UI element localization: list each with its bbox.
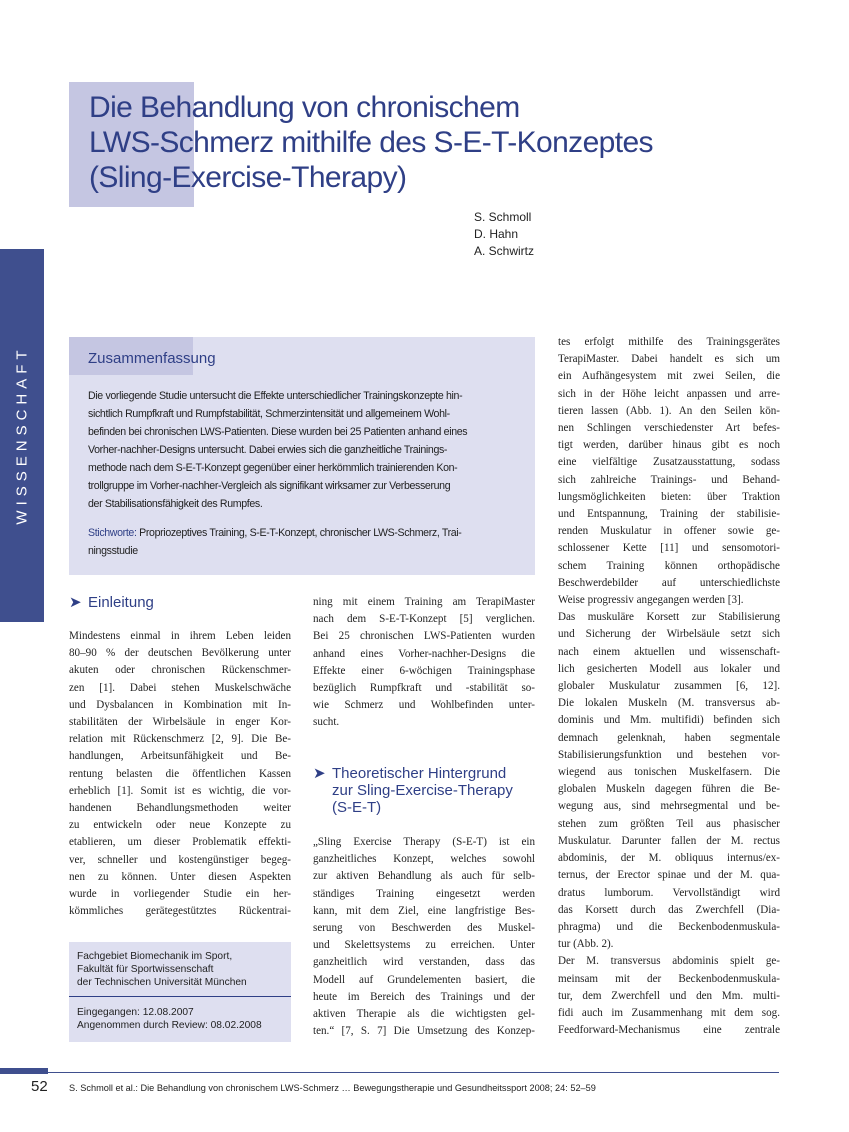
body-column-2-bottom [313, 834, 535, 1040]
body-line: und Skelettsystems zu erreichen. Unter [313, 939, 535, 952]
body-line: heute im Bereich des Trainings und der [313, 990, 535, 1003]
body-line: 80–90 % der deutschen Bevölkerung unter [69, 647, 291, 660]
body-line: wiegend aus tonischen Muskelfasern. Die [558, 766, 780, 779]
body-line: renden Muskulatur in offener sowie ge- [558, 525, 780, 538]
affiliation-box [69, 942, 291, 1042]
abstract-text [88, 387, 520, 513]
author-name: D. Hahn [474, 227, 519, 241]
body-line: tur (Abb. 2). [558, 938, 614, 951]
body-line: das Korsett durch das Zwerchfell (Dia- [558, 903, 780, 916]
abstract-heading: Zusammenfassung [88, 350, 216, 367]
body-line: „Sling Exercise Therapy (S-E-T) ist ein [313, 836, 535, 848]
body-line: Weise progressiv angegangen werden [3]. [558, 594, 744, 607]
body-line: dominis und Mm. multifidi) befinden sich [558, 714, 780, 727]
body-line: demnach gelenknah, haben segmentale [558, 731, 780, 744]
section-heading-theorie [313, 765, 513, 816]
body-line: und Dysbalancen in Kombination mit In- [69, 698, 291, 711]
section-heading-text: Theoretischer Hintergrund [332, 765, 507, 782]
body-line: ternus, der Erector spinae und der M. qua- [558, 869, 780, 882]
body-line: sich zahlreiche Trainings- und Behand- [558, 473, 780, 486]
keywords-line [88, 524, 520, 542]
article-title-block [69, 82, 809, 207]
body-line: akuten oder chronischen Rückenschmer- [69, 664, 291, 677]
body-line: Die lokalen Muskeln (M. transversus ab- [558, 697, 780, 710]
affiliation-text [77, 950, 247, 989]
abstract-line: Vorher-nachher-Designs untersucht. Dabei erwies sich die ganzheitliche Trainings- [88, 444, 448, 456]
body-line: serung von Beschwerden des Muskel- [313, 922, 535, 935]
body-line: handenen Behandlungsmethoden weiter [69, 802, 291, 815]
body-line: fidi auch im Zusammenhang mit dem sog. [558, 1006, 780, 1019]
body-line: rentung belasten die öffentlichen Kassen [69, 767, 291, 780]
body-column-1 [69, 628, 291, 920]
title-line: LWS-Schmerz mithilfe des S-E-T-Konzeptes [89, 126, 653, 159]
body-line: sucht. [313, 716, 340, 729]
body-line: aktiven Therapie als die wichtigsten gel- [313, 1008, 535, 1021]
body-line: nen Schlingen verschiedenster Art befes- [558, 422, 780, 435]
footer-accent-bar [0, 1068, 48, 1074]
body-line: kömmliches gerätegestütztes Rückentrai- [69, 905, 291, 918]
affiliation-line: Fachgebiet Biomechanik im Sport, [77, 951, 233, 962]
abstract-line: methode nach dem S-E-T-Konzept gegenüber einer herkömmlich trainierenden Kon- [88, 462, 458, 474]
body-line: anhand eines Vorher-nachher-Designs die [313, 647, 535, 660]
body-column-2-top [313, 594, 535, 732]
body-line: Beschwerdebilder auf unterschiedlichste [558, 576, 780, 589]
affiliation-line: Fakultät für Sportwissenschaft [77, 964, 214, 975]
section-side-tab [0, 249, 44, 622]
body-line: tes erfolgt mithilfe des Trainingsgerätes [558, 336, 780, 348]
section-heading-text: zur Sling-Exercise-Therapy [332, 782, 513, 799]
body-line: nen zu können. Unter diesen Aspekten [69, 870, 291, 883]
body-line: dratus lumborum. Vervollständigt wird [558, 886, 780, 899]
body-line: ten.“ [7, S. 7] Die Umsetzung des Konzep- [313, 1025, 535, 1038]
arrow-icon: ➤ [69, 594, 82, 611]
body-line: erheblich [1]. Somit ist es wichtig, die vor- [69, 784, 291, 797]
body-column-3 [558, 334, 780, 1039]
body-line: wurde in vorliegender Studie ein her- [69, 888, 291, 901]
section-heading-text: Einleitung [88, 594, 154, 611]
keywords [88, 524, 520, 560]
section-heading-einleitung [69, 594, 154, 611]
body-line: Mindestens einmal in ihrem Leben leiden [69, 630, 291, 642]
body-line: phragma) und die Beckenbodenmuskula- [558, 920, 780, 933]
affiliation-divider [69, 996, 291, 997]
body-line: Feedforward-Mechanismus eine zentrale [558, 1024, 780, 1037]
abstract-line: der Stabilisationsfähigkeit des Rumpfes. [88, 498, 263, 510]
body-line: tur, dem Zwerchfell und den Mm. multi- [558, 989, 780, 1002]
body-line: Bei 25 chronischen LWS-Patienten wurden [313, 630, 535, 643]
body-line: wie Schmerz und Wohlbefinden unter- [313, 699, 535, 712]
body-line: kann, mit dem Ziel, eine langfristige Bes- [313, 904, 535, 917]
body-line: ganzheitlich wird verstanden, dass das [313, 956, 535, 969]
author-name: S. Schmoll [474, 210, 532, 224]
body-line: schem Training können orthopädische [558, 559, 780, 572]
body-line: nach dem S-E-T-Konzept [5] verglichen. [313, 613, 535, 626]
body-line: nach einem aktuellen und wissenschaft- [558, 645, 780, 658]
side-tab-label: WISSENSCHAFT [13, 345, 31, 525]
affiliation-dates [77, 1006, 262, 1032]
keywords-line: ningsstudie [88, 545, 138, 557]
body-line: zu entwickeln oder neue Konzepte zu [69, 819, 291, 832]
body-line: zen [1]. Dabei stehen Muskelschwäche [69, 681, 291, 694]
body-line: Das muskuläre Korsett zur Stabilisierung [558, 611, 780, 624]
body-line: tigt werden, darüber hinaus gibt es noch [558, 439, 780, 452]
body-line: globaler Muskulatur zusammen [6, 12]. [558, 680, 780, 693]
body-line: schlossener Kette [11] und sensomotori- [558, 542, 780, 555]
body-line: ganzheitliches Konzept, welches sowohl [313, 853, 535, 866]
body-line: ein Aufhängesystem mit zwei Seilen, die [558, 370, 780, 383]
body-line: ning mit einem Training am TerapiMaster [313, 596, 535, 608]
abstract-line: Die vorliegende Studie untersucht die Effekte unterschiedlicher Trainingskonzepte hin- [88, 390, 463, 402]
body-line: stehen zum größten Teil aus phasischer [558, 817, 780, 830]
body-line: bezüglich Rumpfkraft und -stabilität so- [313, 682, 535, 695]
body-line: Stabilisierungsfunktion und bestehen vor- [558, 748, 780, 761]
abstract-box [69, 337, 535, 575]
title-line: Die Behandlung von chronischem [89, 91, 520, 124]
body-line: ver, schneller und kostengünstiger begeg- [69, 853, 291, 866]
body-line: Modell auf Grundelementen basiert, die [313, 973, 535, 986]
keywords-label: Stichworte: [88, 527, 137, 539]
abstract-line: trollgruppe im Vorher-nachher-Vergleich als signifikant wirksamer zur Verbesserung [88, 480, 451, 492]
body-line: lungsmöglichkeiten bieten: über Traktion [558, 490, 780, 503]
body-line: Der M. transversus abdominis spielt ge- [558, 955, 780, 968]
body-line: sich in der Höhe leicht anpassen und arre- [558, 387, 780, 400]
author-list [474, 209, 534, 260]
body-line: eine vielfältige Zusatzausstattung, sodass [558, 456, 780, 469]
body-line: zur aktiven Behandlung als auch für selb- [313, 870, 535, 883]
arrow-icon: ➤ [313, 765, 326, 782]
accepted-date: Angenommen durch Review: 08.02.2008 [77, 1020, 262, 1031]
body-line: lich gesicherten Modell aus lokaler und [558, 662, 780, 675]
body-line: meinsam mit der Beckenbodenmuskula- [558, 972, 780, 985]
body-line: ständiges Training eingesetzt werden [313, 887, 535, 900]
body-line: wegung aus, sind mehrsegmental und be- [558, 800, 780, 813]
footer-rule [48, 1072, 779, 1073]
body-line: tieren lassen (Abb. 1). An den Seilen kön- [558, 404, 780, 417]
body-line: Effekte einer 6-wöchigen Trainingsphase [313, 664, 535, 677]
body-line: globalen Muskeln dagegen führen die Be- [558, 783, 780, 796]
author-name: A. Schwirtz [474, 244, 535, 258]
abstract-line: sichtlich Rumpfkraft und Rumpfstabilität, Schmerzintensität und allgemeinem Wohl- [88, 408, 450, 420]
abstract-line: befinden bei chronischen LWS-Patienten. Diese wurden bei 25 Patienten anhand eines [88, 426, 468, 438]
section-heading-text: (S-E-T) [332, 799, 382, 816]
body-line: etablieren, um dieser Problematik effekti- [69, 836, 291, 849]
received-date: Eingegangen: 12.08.2007 [77, 1007, 194, 1018]
title-line: (Sling-Exercise-Therapy) [89, 161, 407, 194]
footer-citation: S. Schmoll et al.: Die Behandlung von chronischem LWS-Schmerz … Bewegungstherapie und Gesundheitssport 2008; 24: 52–59 [69, 1083, 596, 1093]
page-number: 52 [31, 1078, 48, 1095]
body-line: relation mit Rückenschmerz [2, 9]. Die Be- [69, 733, 291, 746]
affiliation-line: der Technischen Universität München [77, 977, 247, 988]
body-line: handlungen, Arbeitsunfähigkeit und Be- [69, 750, 291, 763]
body-line: Muskulatur. Darunter fallen der M. rectus [558, 834, 780, 847]
body-line: und Entspannung, Training der stabilisie- [558, 508, 780, 521]
body-line: abdominis, der M. obliquus internus/ex- [558, 852, 780, 865]
body-line: und Sicherung der Wirbelsäule setzt sich [558, 628, 780, 641]
body-line: stabilitäten der Wirbelsäule in enger Kor- [69, 716, 291, 729]
article-title [89, 90, 653, 195]
keywords-text: Propriozeptives Training, S-E-T-Konzept, chronischer LWS-Schmerz, Trai- [136, 527, 462, 539]
body-line: TerapiMaster. Dabei handelt es sich um [558, 353, 780, 366]
